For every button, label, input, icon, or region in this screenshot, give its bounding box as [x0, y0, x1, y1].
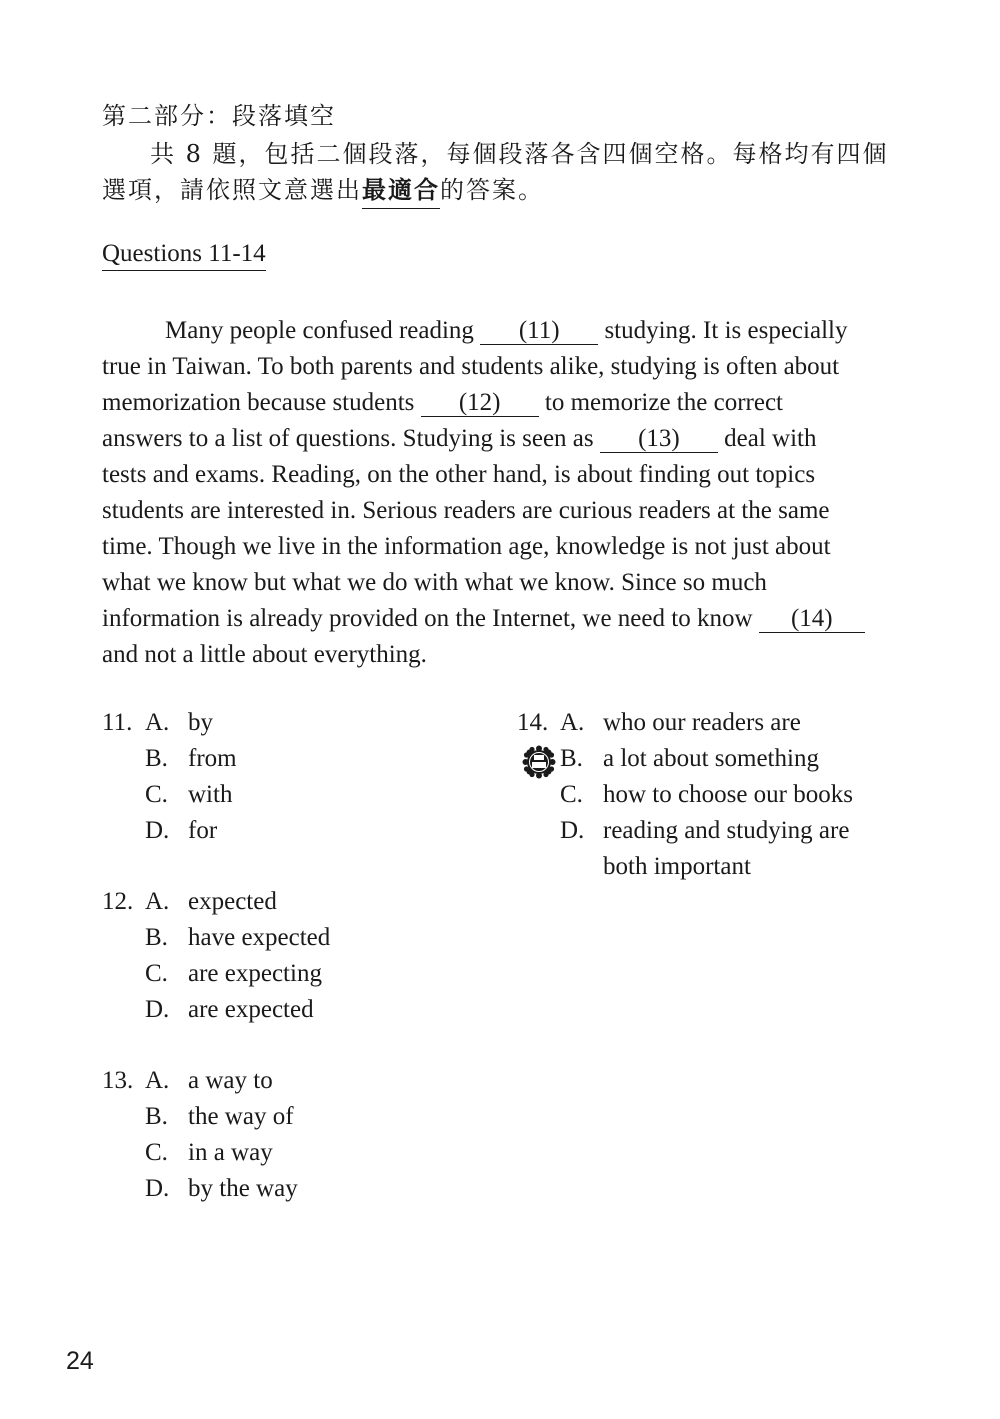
- option-letter: C.: [145, 1139, 168, 1166]
- passage-line-4: [102, 421, 902, 457]
- option-letter: B.: [145, 745, 168, 772]
- passage-line-1: [165, 313, 965, 349]
- option-text: a way to: [188, 1067, 273, 1094]
- option-text: have expected: [188, 924, 331, 951]
- instruction-emphasis: 最適合: [362, 175, 440, 209]
- option-text: by the way: [188, 1175, 298, 1202]
- instruction-post: 的答案。: [440, 176, 544, 204]
- passage-text: to memorize the correct: [544, 389, 783, 416]
- passage-line-7: time. Though we live in the information age, knowledge is not just about: [102, 533, 831, 560]
- passage-line-6: students are interested in. Serious readers are curious readers at the same: [102, 497, 830, 524]
- option-text: are expected: [188, 996, 314, 1023]
- option-letter: A.: [145, 888, 170, 915]
- option-text: with: [188, 781, 233, 808]
- option-letter: D.: [145, 817, 170, 844]
- section-title: 第二部分：段落填空: [102, 102, 336, 130]
- passage-line-2: true in Taiwan. To both parents and students alike, studying is often about: [102, 353, 840, 380]
- option-letter: D.: [145, 1175, 170, 1202]
- option-letter: C.: [145, 960, 168, 987]
- blank-12: (12): [421, 390, 539, 417]
- question-12-number: 12.: [102, 888, 134, 915]
- option-letter: B.: [145, 1103, 168, 1130]
- instruction-pre: 選項，請依照文意選出: [102, 176, 362, 204]
- option-letter: D.: [560, 817, 585, 844]
- instruction-line-1: 共 8 題，包括二個段落，每個段落各含四個空格。每格均有四個: [150, 140, 889, 168]
- option-text-continuation: both important: [603, 853, 751, 880]
- new-question-badge-icon: [522, 745, 556, 779]
- blank-13: (13): [600, 426, 718, 453]
- passage-line-8: what we know but what we do with what we know. Since so much: [102, 569, 767, 596]
- blank-11: (11): [480, 318, 598, 345]
- option-letter: C.: [560, 781, 583, 808]
- question-13-number: 13.: [102, 1067, 134, 1094]
- passage-line-9: [102, 601, 902, 637]
- option-text: in a way: [188, 1139, 273, 1166]
- option-letter: A.: [560, 709, 585, 736]
- option-letter: D.: [145, 996, 170, 1023]
- passage-line-5: tests and exams. Reading, on the other hand, is about finding out topics: [102, 461, 816, 488]
- option-text: for: [188, 817, 218, 844]
- passage-text: deal with: [724, 425, 817, 452]
- passage-text: studying. It is especially: [604, 317, 848, 344]
- option-text: a lot about something: [603, 745, 819, 772]
- option-text: by: [188, 709, 213, 736]
- option-text: are expecting: [188, 960, 322, 987]
- passage-line-3: [102, 385, 902, 421]
- option-text: expected: [188, 888, 277, 915]
- passage-text: memorization because students: [102, 389, 415, 416]
- instruction-line-2: [102, 170, 544, 205]
- option-letter: B.: [560, 745, 583, 772]
- option-letter: B.: [145, 924, 168, 951]
- blank-14: (14): [759, 606, 865, 633]
- passage-text: information is already provided on the Internet, we need to know: [102, 605, 753, 632]
- option-text: who our readers are: [603, 709, 801, 736]
- option-text: reading and studying are: [603, 817, 850, 844]
- passage-line-10: and not a little about everything.: [102, 641, 427, 668]
- passage-text: answers to a list of questions. Studying is seen as: [102, 425, 594, 452]
- page-number: 24: [66, 1347, 94, 1375]
- question-14-number: 14.: [517, 709, 549, 736]
- option-text: from: [188, 745, 237, 772]
- option-letter: A.: [145, 1067, 170, 1094]
- option-letter: A.: [145, 709, 170, 736]
- option-letter: C.: [145, 781, 168, 808]
- questions-heading: Questions 11-14: [102, 240, 266, 271]
- question-11-number: 11.: [102, 709, 133, 736]
- passage-text: Many people confused reading: [165, 317, 474, 344]
- option-text: how to choose our books: [603, 781, 853, 808]
- option-text: the way of: [188, 1103, 294, 1130]
